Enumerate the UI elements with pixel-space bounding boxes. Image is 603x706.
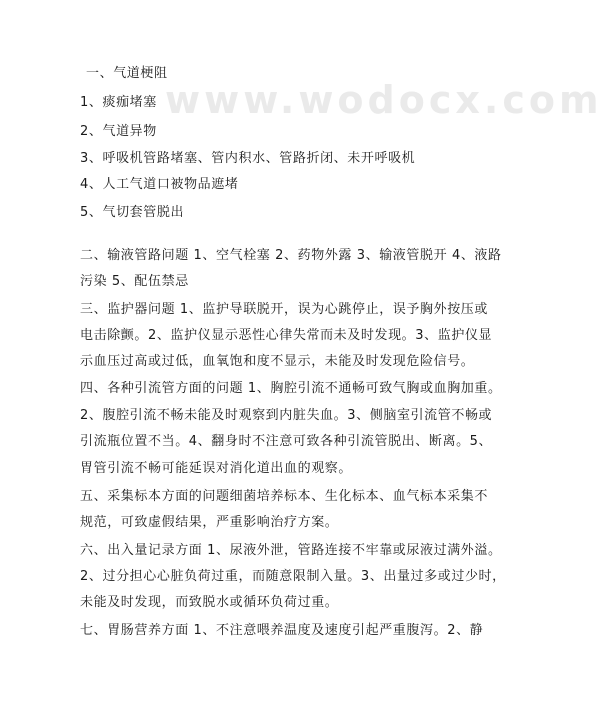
paragraph-line: 二、输液管路问题 1、空气栓塞 2、药物外露 3、输液管脱开 4、液路 — [80, 248, 502, 263]
paragraph-line: 三、监护器问题 1、监护导联脱开，误为心跳停止，误予胸外按压或 — [80, 302, 489, 317]
paragraph-line: 七、胃肠营养方面 1、不注意喂养温度及速度引起严重腹泻。2、静 — [80, 623, 484, 638]
paragraph-line: 胃管引流不畅可能延误对消化道出血的观察。 — [80, 461, 353, 476]
list-item: 1、痰痂堵塞 — [80, 95, 157, 110]
list-item: 4、人工气道口被物品遮堵 — [80, 177, 239, 192]
watermark: www.wodocx.com — [165, 78, 603, 122]
list-item: 5、气切套管脱出 — [80, 205, 185, 220]
paragraph-line: 电击除颤。2、监护仪显示恶性心律失常而未及时发现。3、监护仪显 — [80, 328, 493, 343]
list-item: 2、气道异物 — [80, 124, 157, 139]
paragraph-line: 示血压过高或过低，血氧饱和度不显示，未能及时发现危险信号。 — [80, 354, 475, 369]
paragraph-line: 2、过分担心心脏负荷过重，而随意限制入量。3、出量过多或过少时， — [80, 569, 506, 584]
paragraph-line: 规范，可致虚假结果，严重影响治疗方案。 — [80, 515, 339, 530]
paragraph-line: 污染 5、配伍禁忌 — [80, 274, 189, 289]
paragraph-line: 未能及时发现，而致脱水或循环负荷过重。 — [80, 595, 339, 610]
paragraph-line: 引流瓶位置不当。4、翻身时不注意可致各种引流管脱出、断离。5、 — [80, 434, 493, 449]
paragraph-line: 2、腹腔引流不畅未能及时观察到内脏失血。3、侧脑室引流管不畅或 — [80, 408, 493, 423]
paragraph-line: 四、各种引流管方面的问题 1、胸腔引流不通畅可致气胸或血胸加重。 — [80, 381, 502, 396]
paragraph-line: 五、采集标本方面的问题细菌培养标本、生化标本、血气标本采集不 — [80, 489, 489, 504]
paragraph-line: 六、出入量记录方面 1、尿液外泄，管路连接不牢靠或尿液过满外溢。 — [80, 543, 502, 558]
section-heading-airway: 一、气道梗阻 — [86, 66, 168, 81]
list-item: 3、呼吸机管路堵塞、管内积水、管路折闭、未开呼吸机 — [80, 151, 416, 166]
